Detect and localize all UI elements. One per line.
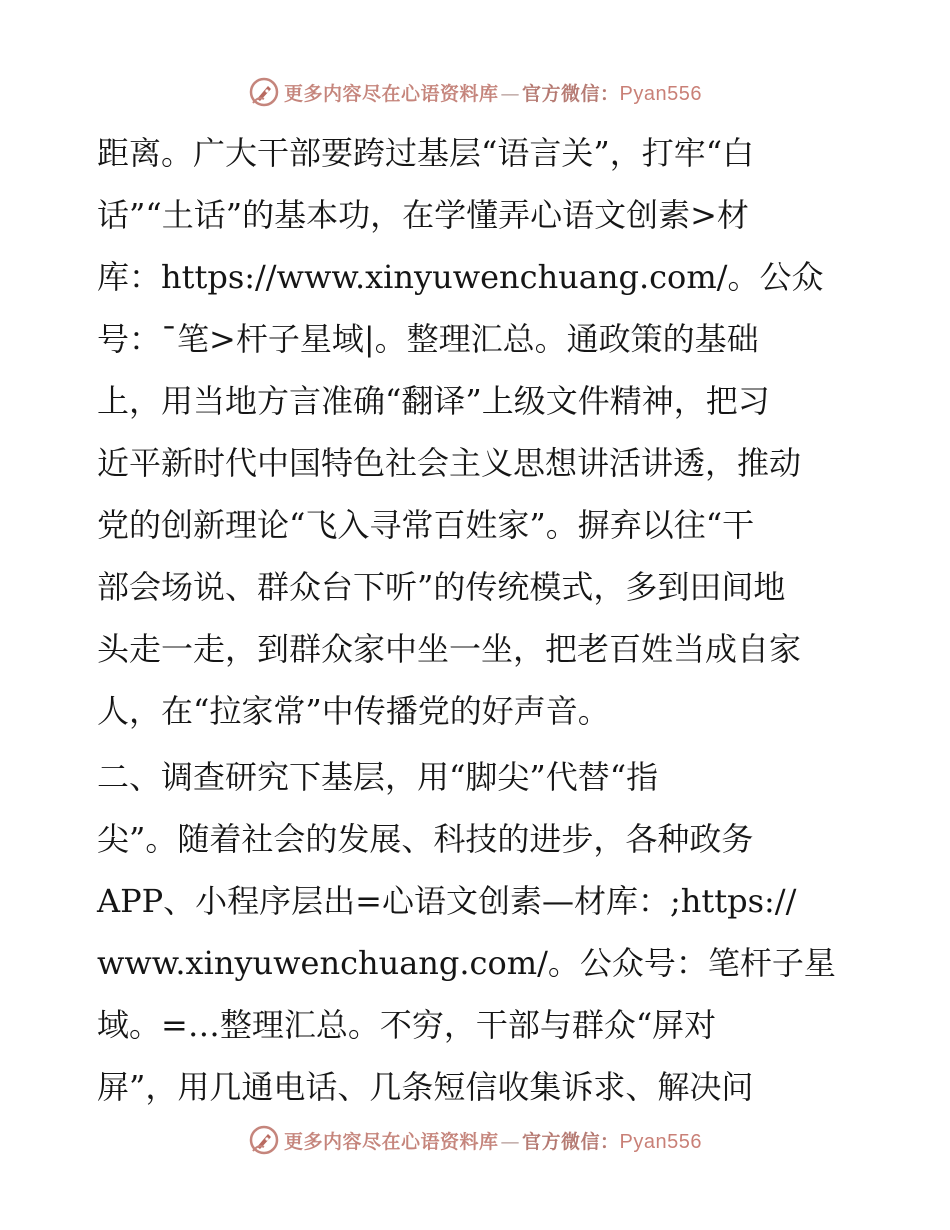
text-line: 尖”。随着社会的发展、科技的进步，各种政务 <box>97 820 754 858</box>
banner-text <box>284 1127 702 1154</box>
header-watermark-banner <box>0 72 950 112</box>
banner-wechat-id: Pyan556 <box>619 82 702 105</box>
banner-separator: — <box>500 82 521 105</box>
text-line: 库：https://www.xinyuwenchuang.com/。公众 <box>97 258 824 296</box>
footer-watermark-banner <box>0 1120 950 1160</box>
banner-wechat-id: Pyan556 <box>619 1130 702 1153</box>
text-line: 距离。广大干部要跨过基层“语言关”，打牢“白 <box>97 134 755 172</box>
text-line: 二、调查研究下基层，用“脚尖”代替“指 <box>97 758 659 796</box>
text-line: 域。=…整理汇总。不穷，干部与群众“屏对 <box>97 1006 717 1044</box>
banner-label: 官方微信： <box>522 82 620 105</box>
text-line: 人，在“拉家常”中传播党的好声音。 <box>97 692 610 730</box>
paragraph-1 <box>97 122 857 742</box>
text-line: 部会场说、群众台下听”的传统模式，多到田间地 <box>97 568 786 606</box>
banner-text <box>284 79 702 106</box>
banner-main-text: 更多内容尽在心语资料库 <box>284 82 499 105</box>
pen-nib-logo-icon <box>248 1124 280 1156</box>
text-line: 头走一走，到群众家中坐一坐，把老百姓当成自家 <box>97 630 802 668</box>
banner-separator: — <box>500 1130 521 1153</box>
document-body <box>97 122 857 1118</box>
text-line: 上，用当地方言准确“翻译”上级文件精神，把习 <box>97 382 770 420</box>
text-line: 党的创新理论“飞入寻常百姓家”。摒弃以往“干 <box>97 506 755 544</box>
text-line: APP、小程序层出=心语文创素—材库：;https:// <box>97 882 797 920</box>
banner-main-text: 更多内容尽在心语资料库 <box>284 1130 499 1153</box>
banner-label: 官方微信： <box>522 1130 620 1153</box>
text-line: 话”“土话”的基本功，在学懂弄心语文创素>材 <box>97 196 749 234</box>
text-line: 近平新时代中国特色社会主义思想讲活讲透，推动 <box>97 444 802 482</box>
text-line: www.xinyuwenchuang.com/。公众号：笔杆子星 <box>97 944 836 982</box>
text-line: 屏”，用几通电话、几条短信收集诉求、解决问 <box>97 1068 754 1106</box>
text-line: 号：¯笔>杆子星域|。整理汇总。通政策的基础 <box>97 320 759 358</box>
pen-nib-logo-icon <box>248 76 280 108</box>
paragraph-2 <box>97 746 857 1118</box>
